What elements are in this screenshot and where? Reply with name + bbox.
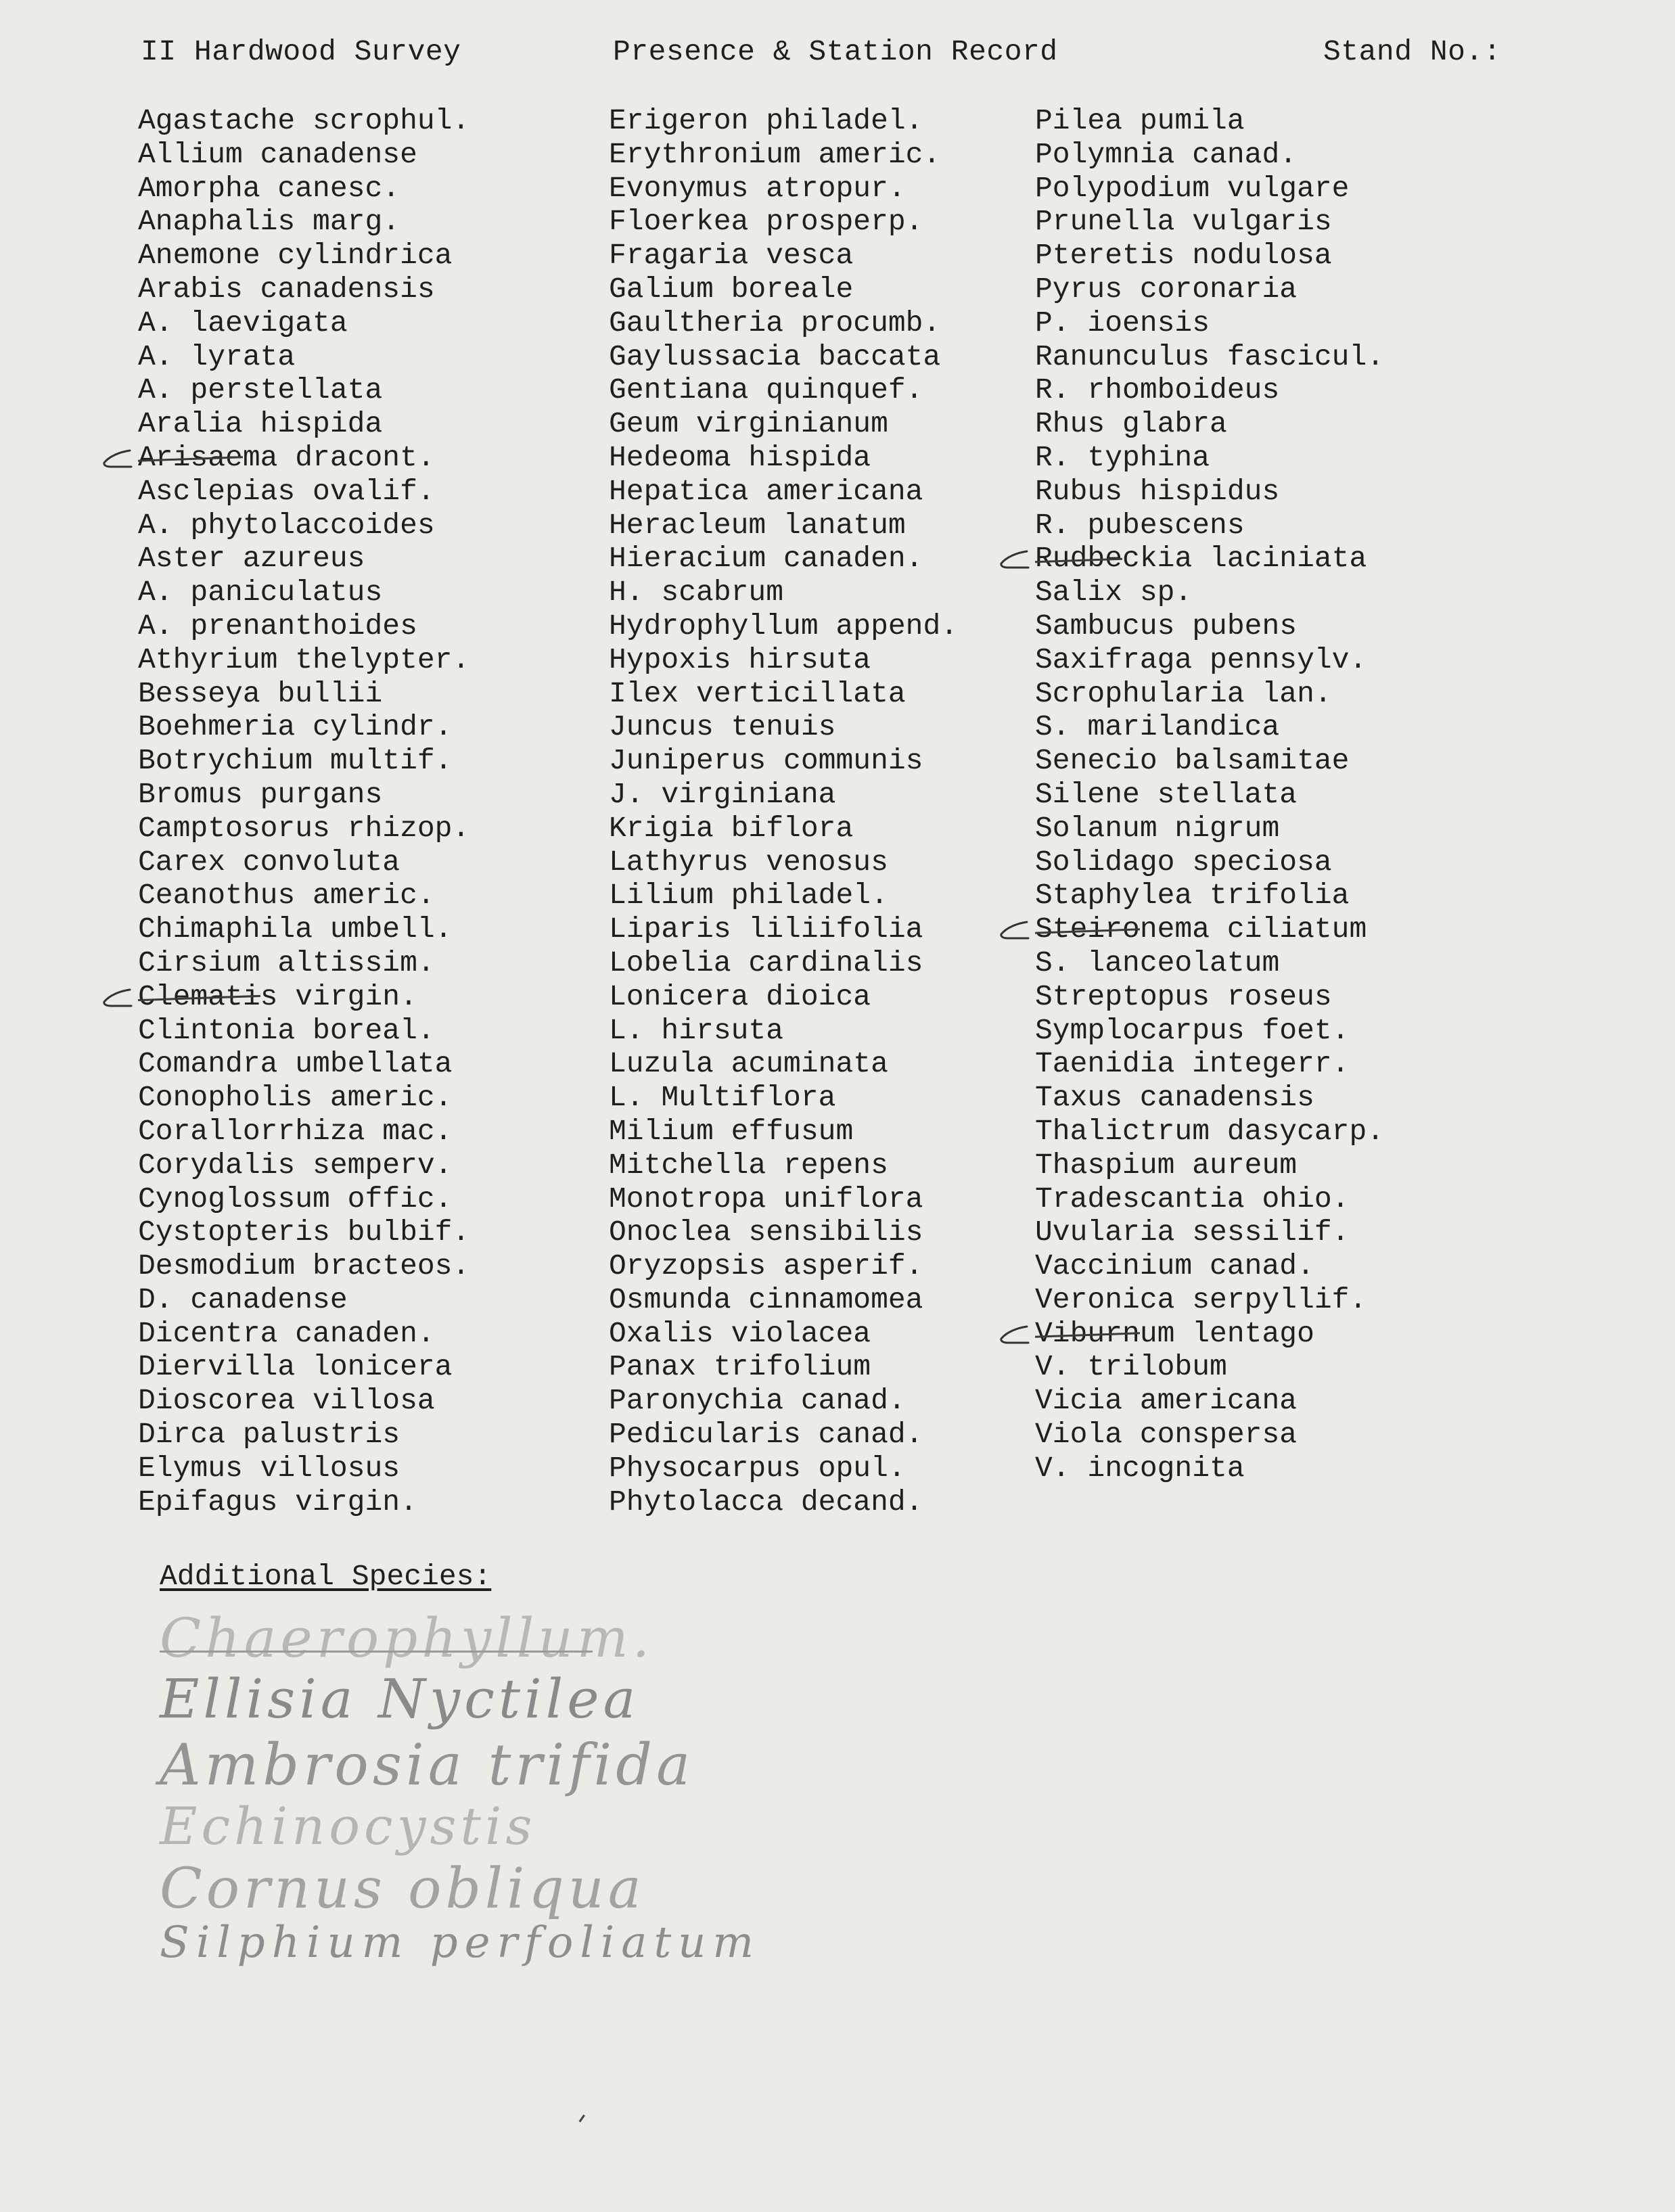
species-name: Oryzopsis asperif. — [609, 1249, 923, 1283]
species-entry — [138, 1149, 469, 1182]
species-entry — [1035, 946, 1384, 980]
species-column-1 — [138, 104, 469, 1519]
species-entry — [138, 1452, 469, 1485]
species-entry — [1035, 1149, 1384, 1182]
species-entry — [609, 1216, 958, 1249]
species-entry — [1035, 1047, 1384, 1081]
species-entry — [609, 677, 958, 711]
species-name: Onoclea sensibilis — [609, 1216, 923, 1249]
species-entry — [1035, 273, 1384, 306]
struck-text: Rudbe — [1035, 542, 1123, 576]
species-entry — [138, 273, 469, 306]
species-name: Oxalis violacea — [609, 1316, 871, 1350]
species-name: Amorpha canesc. — [138, 171, 400, 205]
species-entry — [1035, 1384, 1384, 1418]
species-name: Pteretis nodulosa — [1035, 239, 1332, 273]
species-entry — [609, 138, 958, 172]
species-entry — [1035, 643, 1384, 677]
species-name: Physocarpus opul. — [609, 1451, 906, 1485]
species-name: Clintonia boreal. — [138, 1013, 435, 1047]
species-name: Geum virginianum — [609, 407, 888, 441]
handwritten-species-5: Cornus obliqua — [160, 1857, 645, 1921]
species-name: L. Multiflora — [609, 1081, 836, 1115]
struck-text: Clemati — [138, 980, 260, 1013]
species-name: Monotropa uniflora — [609, 1182, 923, 1216]
species-name: Saxifraga pennsylv. — [1035, 643, 1367, 676]
species-name-rest: ckia laciniata — [1122, 542, 1367, 576]
species-name: Botrychium multif. — [138, 744, 453, 778]
species-name: Mitchella repens — [609, 1148, 888, 1182]
species-entry — [609, 306, 958, 340]
species-entry — [138, 879, 469, 913]
species-entry — [609, 778, 958, 812]
species-name-rest: nema ciliatum — [1139, 913, 1367, 946]
species-entry — [609, 340, 958, 374]
species-entry — [609, 1249, 958, 1283]
species-entry — [609, 273, 958, 306]
species-name: A. laevigata — [138, 306, 348, 340]
species-entry — [138, 306, 469, 340]
species-entry — [138, 913, 469, 946]
species-name: Lathyrus venosus — [609, 845, 888, 879]
species-name: Erythronium americ. — [609, 137, 941, 171]
struck-text: Steiro — [1035, 913, 1140, 946]
species-name: Salix sp. — [1035, 576, 1193, 609]
species-entry — [138, 778, 469, 812]
species-entry — [609, 509, 958, 543]
species-name: Silene stellata — [1035, 777, 1298, 811]
species-name: Rhus glabra — [1035, 407, 1227, 441]
species-name: Juncus tenuis — [609, 710, 836, 744]
species-entry — [1035, 778, 1384, 812]
species-entry — [1035, 812, 1384, 846]
species-name: Prunella vulgaris — [1035, 205, 1332, 239]
species-column-3 — [1035, 104, 1384, 1485]
species-entry — [1035, 138, 1384, 172]
species-name: A. lyrata — [138, 340, 296, 373]
species-entry — [1035, 542, 1384, 576]
species-name: Veronica serpyllif. — [1035, 1283, 1367, 1316]
species-entry — [609, 475, 958, 509]
species-name: Aralia hispida — [138, 407, 383, 441]
handwritten-species-1: Chaerophyllum. — [160, 1607, 654, 1669]
species-name: Thaspium aureum — [1035, 1148, 1298, 1182]
species-entry — [1035, 576, 1384, 609]
species-entry — [609, 980, 958, 1014]
struck-text: Arisae — [138, 440, 243, 474]
species-name: V. trilobum — [1035, 1350, 1227, 1384]
species-entry — [138, 509, 469, 543]
species-entry — [1035, 1014, 1384, 1048]
species-name: Dicentra canaden. — [138, 1316, 435, 1350]
species-name: Juniperus communis — [609, 744, 923, 778]
species-name: S. lanceolatum — [1035, 946, 1280, 980]
species-name: J. virginiana — [609, 777, 836, 811]
species-entry — [609, 104, 958, 138]
species-name: Milium effusum — [609, 1114, 854, 1148]
species-entry — [138, 340, 469, 374]
species-name: Arabis canadensis — [138, 272, 435, 306]
species-entry — [138, 1350, 469, 1384]
species-name: R. typhina — [1035, 440, 1210, 474]
species-name: Bromus purgans — [138, 777, 383, 811]
species-name: Sambucus pubens — [1035, 609, 1298, 643]
species-name: Polypodium vulgare — [1035, 171, 1350, 205]
species-entry — [609, 710, 958, 744]
species-entry — [1035, 373, 1384, 407]
species-name: Hedeoma hispida — [609, 440, 871, 474]
species-entry — [1035, 1317, 1384, 1351]
species-entry — [138, 239, 469, 273]
species-name: Diervilla lonicera — [138, 1350, 453, 1384]
species-name: Corydalis semperv. — [138, 1148, 453, 1182]
species-name: Pedicularis canad. — [609, 1418, 923, 1452]
species-entry — [609, 205, 958, 239]
species-entry — [138, 1216, 469, 1249]
species-name: Panax trifolium — [609, 1350, 871, 1384]
species-entry — [1035, 306, 1384, 340]
species-name: Phytolacca decand. — [609, 1485, 923, 1519]
species-entry — [609, 846, 958, 879]
species-entry — [138, 812, 469, 846]
species-name: Anemone cylindrica — [138, 239, 453, 273]
species-entry — [1035, 407, 1384, 441]
handwritten-check-icon — [100, 446, 133, 469]
species-entry — [138, 744, 469, 778]
species-name: Paronychia canad. — [609, 1384, 906, 1418]
species-name: Elymus villosus — [138, 1451, 400, 1485]
species-name: Epifagus virgin. — [138, 1485, 417, 1519]
species-entry — [609, 1047, 958, 1081]
species-entry — [138, 980, 469, 1014]
species-entry — [138, 1384, 469, 1418]
species-name: Besseya bullii — [138, 676, 383, 710]
species-entry — [138, 138, 469, 172]
species-entry — [609, 1485, 958, 1519]
species-name: Heracleum lanatum — [609, 508, 906, 542]
species-name: Dirca palustris — [138, 1418, 400, 1452]
species-name: Liparis liliifolia — [609, 913, 923, 946]
species-name: Dioscorea villosa — [138, 1384, 435, 1418]
species-name: Chimaphila umbell. — [138, 913, 453, 946]
species-entry — [138, 710, 469, 744]
species-name: R. rhomboideus — [1035, 373, 1280, 407]
handwritten-species-3: Ambrosia trifida — [160, 1732, 695, 1798]
species-name: Lilium philadel. — [609, 879, 888, 913]
species-name: Conopholis americ. — [138, 1081, 453, 1115]
species-name: Cystopteris bulbif. — [138, 1216, 470, 1249]
species-name: Evonymus atropur. — [609, 171, 906, 205]
species-name: Floerkea prosperp. — [609, 205, 923, 239]
species-entry — [609, 812, 958, 846]
handwritten-check-icon — [997, 547, 1030, 570]
species-entry — [609, 1452, 958, 1485]
species-entry — [138, 576, 469, 609]
species-entry — [609, 1014, 958, 1048]
species-entry — [138, 1317, 469, 1351]
species-name: S. marilandica — [1035, 710, 1280, 744]
species-entry — [609, 744, 958, 778]
species-entry — [609, 1283, 958, 1317]
species-entry — [609, 407, 958, 441]
species-entry — [609, 1182, 958, 1216]
species-entry — [1035, 1283, 1384, 1317]
species-name: Senecio balsamitae — [1035, 744, 1350, 778]
species-name: Lonicera dioica — [609, 980, 871, 1013]
species-name: Gaylussacia baccata — [609, 340, 941, 373]
species-entry — [138, 1047, 469, 1081]
species-entry — [1035, 980, 1384, 1014]
species-name: Hypoxis hirsuta — [609, 643, 871, 676]
species-name: Solidago speciosa — [1035, 845, 1332, 879]
header-record-title: Presence & Station Record — [613, 35, 1058, 68]
species-entry — [609, 643, 958, 677]
species-entry — [1035, 879, 1384, 913]
species-name: Gaultheria procumb. — [609, 306, 941, 340]
species-entry — [138, 441, 469, 475]
handwritten-species-4: Echinocystis — [160, 1796, 536, 1856]
species-entry — [1035, 441, 1384, 475]
species-entry — [609, 239, 958, 273]
handwritten-species-6: Silphium perfoliatum — [160, 1918, 761, 1968]
species-entry — [1035, 509, 1384, 543]
species-name: Lobelia cardinalis — [609, 946, 923, 980]
species-entry — [1035, 104, 1384, 138]
species-entry — [138, 1249, 469, 1283]
species-entry — [609, 1418, 958, 1452]
species-entry — [1035, 744, 1384, 778]
species-entry — [1035, 475, 1384, 509]
species-entry — [1035, 1418, 1384, 1452]
species-entry — [1035, 1081, 1384, 1115]
species-entry — [138, 172, 469, 206]
species-entry — [138, 1418, 469, 1452]
species-name: H. scabrum — [609, 576, 784, 609]
species-name: Taenidia integerr. — [1035, 1047, 1350, 1081]
species-name: Streptopus roseus — [1035, 980, 1332, 1013]
species-name: Pyrus coronaria — [1035, 272, 1298, 306]
species-name-rest: s virgin. — [260, 980, 417, 1013]
species-entry — [609, 576, 958, 609]
species-name: A. perstellata — [138, 373, 383, 407]
species-entry — [138, 1014, 469, 1048]
handwritten-species-2: Ellisia Nyctilea — [160, 1667, 640, 1730]
species-name: Anaphalis marg. — [138, 205, 400, 239]
species-name: Tradescantia ohio. — [1035, 1182, 1350, 1216]
species-entry — [1035, 1216, 1384, 1249]
species-name: Athyrium thelypter. — [138, 643, 470, 676]
species-entry — [138, 609, 469, 643]
species-entry — [138, 846, 469, 879]
species-name: Aster azureus — [138, 542, 365, 576]
species-name: Vicia americana — [1035, 1384, 1298, 1418]
header-stand-number: Stand No.: — [1323, 35, 1502, 68]
species-name: Vaccinium canad. — [1035, 1249, 1314, 1283]
species-name: Uvularia sessilif. — [1035, 1216, 1350, 1249]
species-entry — [1035, 1350, 1384, 1384]
species-name: Scrophularia lan. — [1035, 676, 1332, 710]
species-name: Fragaria vesca — [609, 239, 854, 273]
species-entry — [609, 609, 958, 643]
species-name: Taxus canadensis — [1035, 1081, 1314, 1115]
species-name: Cynoglossum offic. — [138, 1182, 453, 1216]
species-entry — [609, 542, 958, 576]
species-name: Hydrophyllum append. — [609, 609, 959, 643]
species-name: Gentiana quinquef. — [609, 373, 923, 407]
species-entry — [1035, 846, 1384, 879]
additional-species-label: Additional Species: — [160, 1560, 492, 1593]
species-entry — [1035, 172, 1384, 206]
species-name: R. pubescens — [1035, 508, 1245, 542]
species-entry — [138, 1182, 469, 1216]
species-entry — [138, 643, 469, 677]
species-entry — [609, 441, 958, 475]
species-name-rest: ma dracont. — [242, 440, 435, 474]
species-entry — [138, 1485, 469, 1519]
species-entry — [609, 373, 958, 407]
header-survey-title: II Hardwood Survey — [141, 35, 461, 68]
species-entry — [609, 1350, 958, 1384]
species-name: Osmunda cinnamomea — [609, 1283, 923, 1316]
species-name: Symplocarpus foet. — [1035, 1013, 1350, 1047]
species-name: Pilea pumila — [1035, 104, 1245, 137]
species-name: Boehmeria cylindr. — [138, 710, 453, 744]
species-name: Comandra umbellata — [138, 1047, 453, 1081]
species-entry — [609, 1384, 958, 1418]
species-column-2 — [609, 104, 958, 1519]
species-name: Desmodium bracteos. — [138, 1249, 470, 1283]
species-entry — [1035, 340, 1384, 374]
species-name: Krigia biflora — [609, 811, 854, 845]
species-entry — [138, 1283, 469, 1317]
species-entry — [138, 946, 469, 980]
species-name: P. ioensis — [1035, 306, 1210, 340]
handwritten-check-icon — [100, 986, 133, 1009]
species-entry — [609, 1115, 958, 1149]
species-entry — [138, 542, 469, 576]
species-name: Galium boreale — [609, 272, 854, 306]
species-entry — [138, 373, 469, 407]
species-name: Agastache scrophul. — [138, 104, 470, 137]
species-name: Erigeron philadel. — [609, 104, 923, 137]
species-entry — [1035, 205, 1384, 239]
species-entry — [1035, 1182, 1384, 1216]
species-entry — [609, 172, 958, 206]
struck-text: Viburn — [1035, 1316, 1140, 1350]
species-entry — [609, 913, 958, 946]
species-name: Rubus hispidus — [1035, 474, 1280, 508]
species-name: Ceanothus americ. — [138, 879, 435, 913]
species-entry — [609, 946, 958, 980]
species-name: Camptosorus rhizop. — [138, 811, 470, 845]
species-entry — [609, 1317, 958, 1351]
species-entry — [138, 104, 469, 138]
species-name: Corallorrhiza mac. — [138, 1114, 453, 1148]
species-entry — [138, 475, 469, 509]
species-name: Hieracium canaden. — [609, 542, 923, 576]
species-entry — [1035, 710, 1384, 744]
species-entry — [1035, 677, 1384, 711]
species-entry — [609, 879, 958, 913]
species-name: Viola conspersa — [1035, 1418, 1298, 1452]
species-name: Ilex verticillata — [609, 676, 906, 710]
species-name: Hepatica americana — [609, 474, 923, 508]
species-entry — [1035, 1249, 1384, 1283]
species-name-rest: um lentago — [1139, 1316, 1314, 1350]
species-name: Luzula acuminata — [609, 1047, 888, 1081]
stray-pen-mark — [579, 2115, 590, 2125]
species-name: Polymnia canad. — [1035, 137, 1298, 171]
species-name: A. prenanthoides — [138, 609, 417, 643]
species-entry — [138, 407, 469, 441]
species-name: Asclepias ovalif. — [138, 474, 435, 508]
species-entry — [138, 677, 469, 711]
species-entry — [609, 1081, 958, 1115]
species-name: A. phytolaccoides — [138, 508, 435, 542]
species-name: Staphylea trifolia — [1035, 879, 1350, 913]
species-entry — [1035, 913, 1384, 946]
handwriting-underline — [160, 1651, 593, 1653]
species-name: Allium canadense — [138, 137, 417, 171]
species-name: V. incognita — [1035, 1451, 1245, 1485]
species-entry — [1035, 1452, 1384, 1485]
species-entry — [1035, 1115, 1384, 1149]
species-name: D. canadense — [138, 1283, 348, 1316]
species-entry — [1035, 609, 1384, 643]
species-name: L. hirsuta — [609, 1013, 784, 1047]
species-name: A. paniculatus — [138, 576, 383, 609]
species-entry — [609, 1149, 958, 1182]
species-entry — [1035, 239, 1384, 273]
species-name: Solanum nigrum — [1035, 811, 1280, 845]
species-entry — [138, 205, 469, 239]
species-name: Ranunculus fascicul. — [1035, 340, 1385, 373]
handwritten-check-icon — [997, 1322, 1030, 1345]
handwritten-check-icon — [997, 918, 1030, 941]
species-entry — [138, 1115, 469, 1149]
species-entry — [138, 1081, 469, 1115]
species-name: Carex convoluta — [138, 845, 400, 879]
species-name: Cirsium altissim. — [138, 946, 435, 980]
species-name: Thalictrum dasycarp. — [1035, 1114, 1385, 1148]
